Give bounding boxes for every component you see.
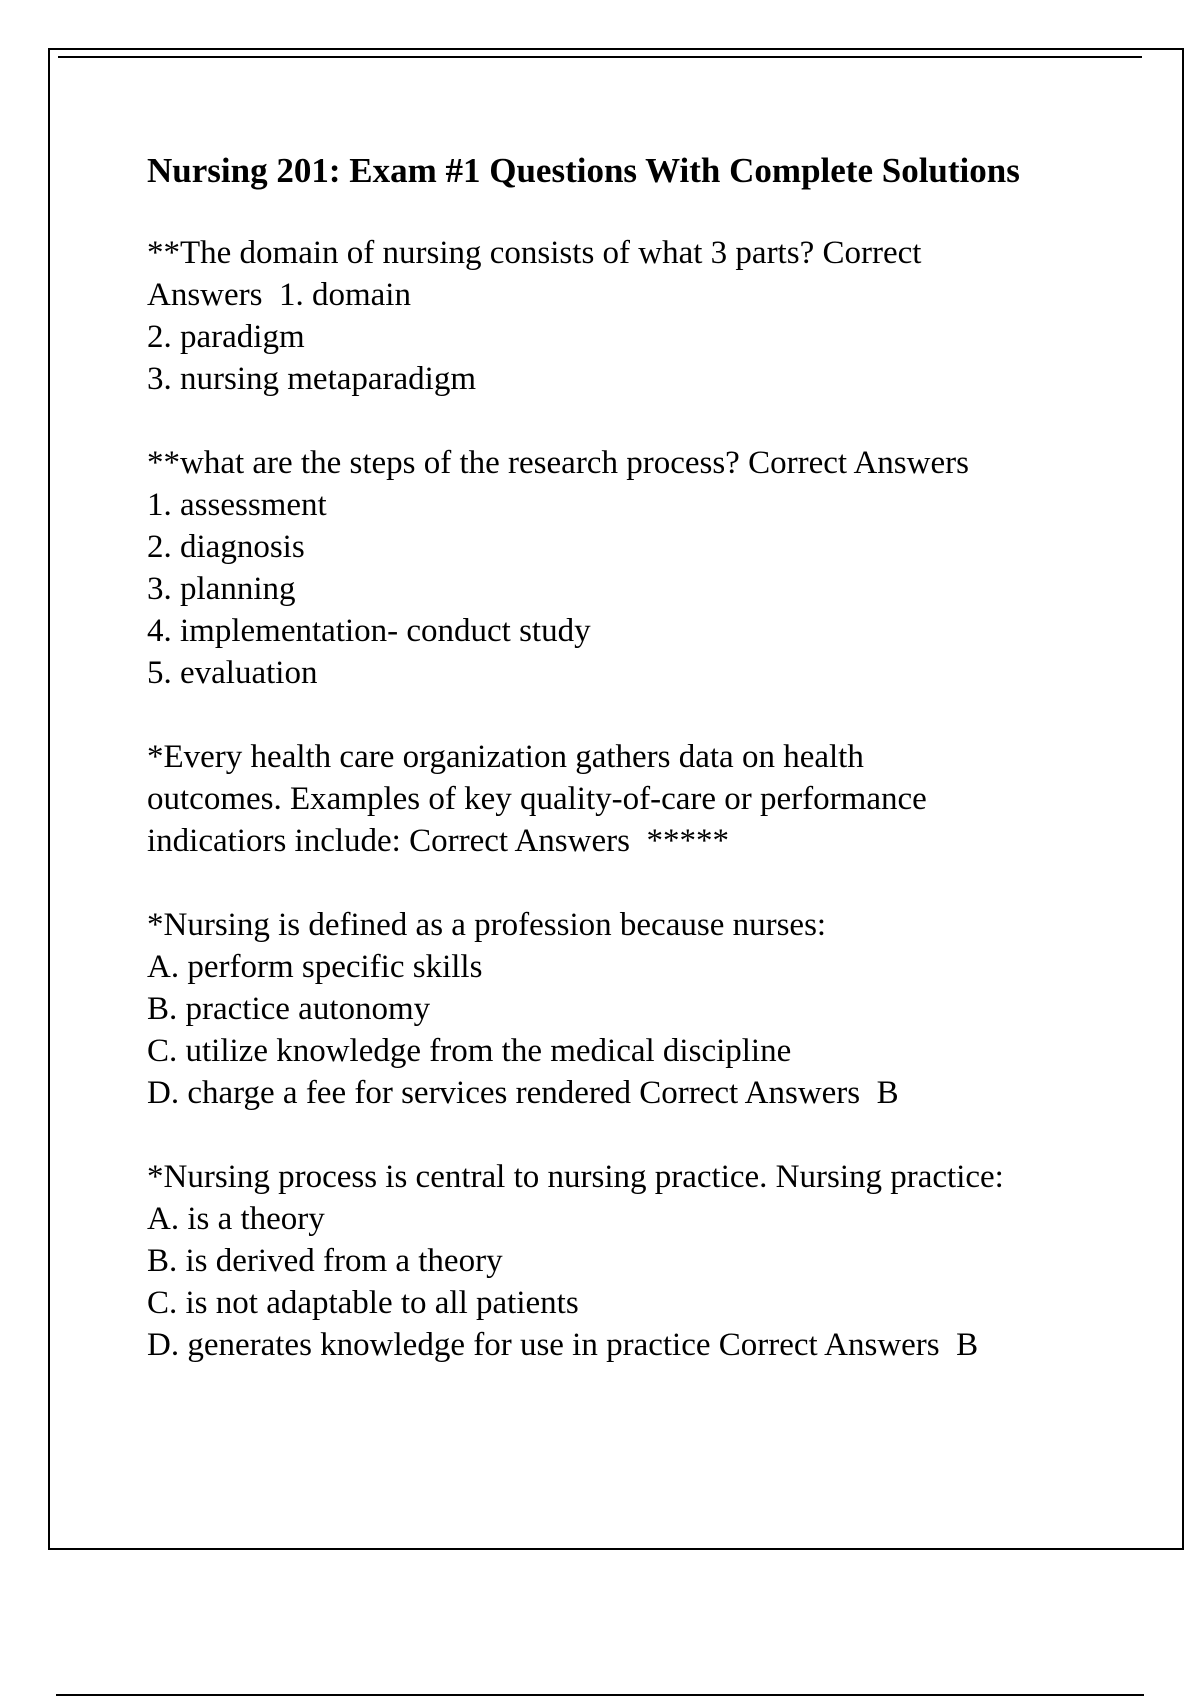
answer-line: 3. nursing metaparadigm (147, 361, 477, 397)
question-text: outcomes. Examples of key quality-of-care or performance (147, 781, 927, 817)
question-block-5 (147, 1156, 1147, 1366)
answer-line: indicatiors include: Correct Answers ***** (147, 823, 729, 859)
answer-line: 3. planning (147, 571, 296, 607)
answer-line: 2. paradigm (147, 319, 305, 355)
question-text: *Nursing is defined as a profession because nurses: (147, 907, 827, 943)
question-block-2 (147, 442, 1147, 694)
option-line: B. practice autonomy (147, 991, 431, 1027)
question-block-1 (147, 232, 1147, 400)
page-frame (48, 48, 1184, 1550)
answer-line: 2. diagnosis (147, 529, 305, 565)
answer-line: 4. implementation- conduct study (147, 613, 591, 649)
option-line: D. generates knowledge for use in practice Correct Answers B (147, 1327, 979, 1363)
question-text: *Every health care organization gathers data on health (147, 739, 864, 775)
question-block-3 (147, 736, 1147, 862)
answer-line: 5. evaluation (147, 655, 318, 691)
bottom-rule (56, 1694, 1144, 1696)
option-line: C. is not adaptable to all patients (147, 1285, 579, 1321)
option-line: C. utilize knowledge from the medical discipline (147, 1033, 792, 1069)
question-text: **The domain of nursing consists of what 3 parts? Correct (147, 235, 922, 271)
top-rule (58, 56, 1142, 58)
document-title: Nursing 201: Exam #1 Questions With Complete Solutions (147, 151, 1020, 190)
answer-line: 1. assessment (147, 487, 327, 523)
question-block-4 (147, 904, 1147, 1114)
question-text: *Nursing process is central to nursing practice. Nursing practice: (147, 1159, 1004, 1195)
option-line: D. charge a fee for services rendered Correct Answers B (147, 1075, 899, 1111)
document-body (147, 150, 1147, 1408)
option-line: B. is derived from a theory (147, 1243, 503, 1279)
option-line: A. is a theory (147, 1201, 325, 1237)
question-text: **what are the steps of the research process? Correct Answers (147, 445, 969, 481)
option-line: A. perform specific skills (147, 949, 483, 985)
answer-line: Answers 1. domain (147, 277, 411, 313)
